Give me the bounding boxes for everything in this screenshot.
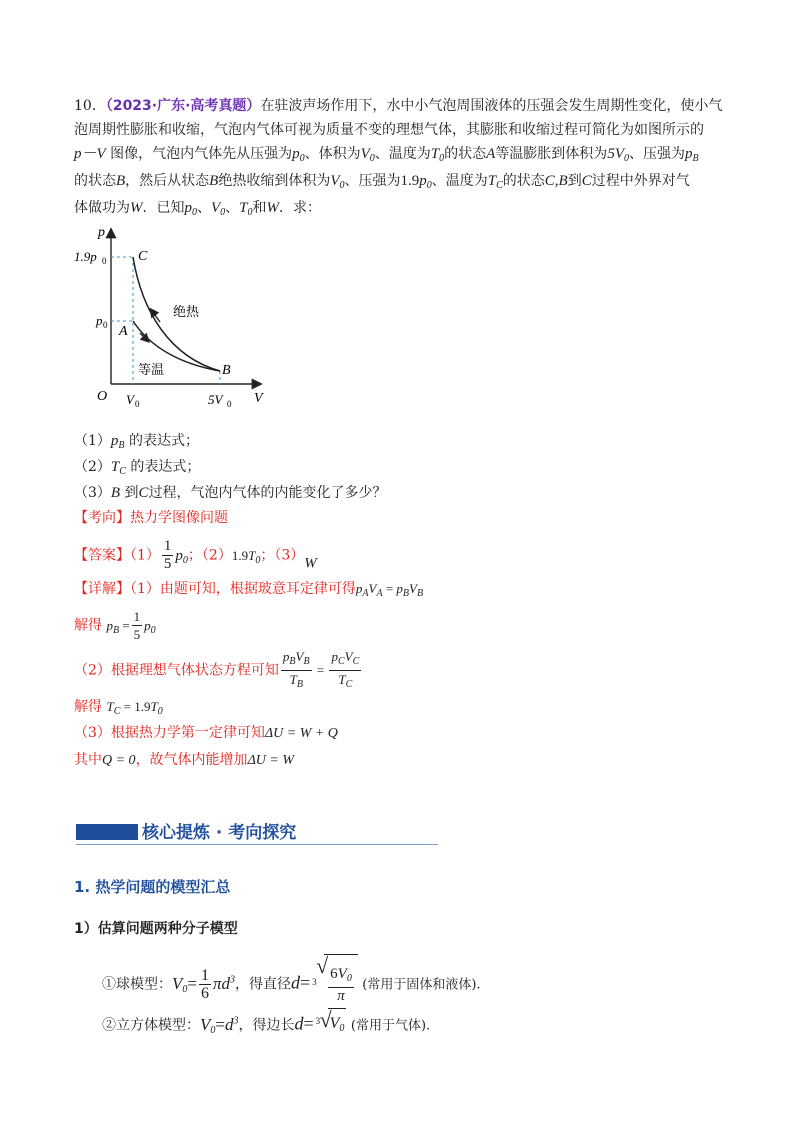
first-law-equation: ΔU = W + Q	[264, 726, 338, 741]
math-p0: $p_0$	[144, 617, 156, 636]
tick-subscript: 0	[103, 320, 108, 330]
edge-root	[314, 1008, 347, 1044]
point-c-label: C	[138, 249, 148, 264]
x-tick-2-label	[208, 392, 232, 409]
diameter-equation: d=	[291, 972, 311, 993]
solve-1-equation: $p_B$ =	[106, 617, 130, 636]
frac-den: 5	[163, 556, 172, 572]
state-cb: C,B	[544, 173, 568, 189]
root-index: 3	[312, 977, 317, 988]
question-number: （2）	[74, 459, 111, 475]
text-fragment: 、温度为	[374, 146, 431, 162]
question-text: 的表达式；	[128, 433, 199, 449]
problem-line-3	[74, 143, 699, 170]
frac-den: 6	[200, 985, 209, 1003]
section-subheading: 1）估算问题两种分子模型	[74, 921, 238, 937]
text-fragment: ．求：	[279, 200, 322, 216]
text-fragment: 绝热收缩到体积为	[218, 173, 331, 189]
math-tc: $T_C$	[110, 459, 126, 477]
math-w: W	[266, 200, 280, 216]
solve-line-2	[74, 696, 163, 723]
model-label: ①球模型：	[102, 976, 172, 993]
detail-text: （1）由题可知，根据玻意耳定律可得	[130, 581, 356, 597]
problem-line-2	[74, 119, 704, 141]
text-fragment: 、温度为	[431, 173, 488, 189]
frac-num: $6V_0$	[328, 966, 354, 988]
text-fragment: 的状态	[74, 173, 116, 189]
state-c: C	[138, 485, 149, 501]
root-radicand: $V_0$	[328, 1008, 347, 1044]
sphere-model-line	[102, 950, 481, 1010]
question-text: 到	[124, 485, 139, 501]
frac-num: 1	[163, 538, 172, 554]
point-a-label: A	[119, 324, 128, 339]
boyle-equation: $p_AV_A = p_BV_B$	[355, 581, 424, 599]
value-text: 1.9	[231, 547, 249, 563]
pv-label: p－V	[74, 146, 106, 162]
model-text: ，得边长	[238, 1017, 295, 1034]
math-19p0: $1.9p_0$	[400, 173, 432, 191]
text-fragment: 、体积为	[304, 146, 361, 162]
problem-line-1	[74, 95, 722, 117]
tick-text: 1.9p	[74, 249, 97, 264]
detail-text: 其中	[74, 752, 102, 768]
du-equation: ΔU = W	[247, 753, 294, 768]
math-t0: $T_0$	[239, 200, 253, 218]
state-eq-right	[329, 648, 361, 693]
sphere-fraction	[199, 967, 211, 1002]
tick-text: V	[126, 392, 134, 407]
solve-text: 解得	[74, 617, 102, 634]
sphere-pid3: $\pi d^3$	[212, 973, 236, 993]
question-2	[74, 456, 200, 483]
text-fragment: 和	[252, 200, 267, 216]
y-axis-label: p	[98, 225, 105, 240]
detail-line-3	[74, 722, 338, 745]
cube-model-line	[102, 1006, 430, 1046]
tick-subscript: 0	[102, 256, 107, 266]
coefficient: 6	[330, 966, 338, 983]
frac-num: 1	[133, 609, 141, 624]
problem-number: 10．	[74, 98, 106, 114]
origin-label: O	[97, 389, 108, 404]
frac-den: $T_C$	[338, 672, 353, 690]
question-text: 过程，气泡内气体的内能变化了多少？	[148, 485, 387, 501]
root-sign: √	[316, 953, 329, 979]
detail-text: （2）根据理想气体状态方程可知	[74, 662, 279, 679]
x-axis-label: V	[254, 391, 263, 406]
tick-text: p	[96, 313, 103, 328]
root-fraction	[328, 966, 354, 1005]
problem-text-1: 在驻波声场作用下，水中小气泡周围液体的压强会发生周期性变化，使小气	[260, 98, 723, 114]
state-b: B	[209, 173, 219, 189]
answer-part: （1）	[130, 547, 160, 564]
math-5v0: $5V_0$	[607, 146, 629, 164]
text-fragment: 1.9	[400, 173, 420, 189]
answer-part: ；（3）	[260, 547, 305, 564]
text-fragment: 、压强为	[344, 173, 401, 189]
question-3	[74, 482, 387, 504]
solve-2-equation: $T_C = 1.9T_0$	[106, 699, 163, 717]
banner-title: 核心提炼 · 考向探究	[142, 823, 297, 843]
question-1	[74, 430, 199, 457]
text-fragment: 的状态	[502, 173, 545, 189]
pv-diagram	[70, 222, 270, 417]
answer-part: ；（2）	[187, 547, 232, 564]
edge-equation: d=	[294, 1013, 314, 1034]
frac-num: 1	[200, 967, 209, 985]
math-v0: $V_0$	[211, 200, 226, 218]
frac-den: π	[337, 988, 345, 1005]
math-p0: $p_0$	[184, 200, 197, 218]
answer-2-value: $1.9T_0$	[231, 547, 261, 566]
state-a: A	[486, 146, 496, 162]
detail-line-2	[74, 648, 363, 693]
solve-text: 解得	[74, 699, 102, 715]
text-fragment: 5V	[607, 146, 624, 162]
isothermal-label: 等温	[138, 363, 165, 378]
state-c: C	[581, 173, 592, 189]
state-b: B	[116, 173, 126, 189]
text-fragment: 、压强为	[628, 146, 685, 162]
y-tick-2-label	[95, 313, 108, 330]
detail-line-1	[74, 578, 423, 605]
answer-line	[74, 538, 317, 579]
math-tc: $T_C$	[487, 173, 503, 191]
text-fragment: ，然后从状态	[125, 173, 210, 189]
tick-subscript: 0	[227, 399, 232, 409]
problem-text-2: 泡周期性膨胀和收缩，气泡内气体可视为质量不变的理想气体，其膨胀和收缩过程可简化为如图所示的	[74, 122, 704, 138]
answer-label: 【答案】	[74, 547, 130, 564]
text-fragment: 到	[567, 173, 582, 189]
kaoxiang-line	[74, 507, 228, 529]
root-index: 3	[315, 1015, 321, 1026]
kaoxiang-text: 【考向】热力学图像问题	[74, 510, 228, 526]
text-fragment: 的状态	[444, 146, 487, 162]
detail-label: 【详解】	[74, 581, 130, 597]
value-text: = 1.9	[123, 699, 151, 714]
frac-num: $p_CV_C$	[329, 648, 361, 671]
math-p0: $p_0$	[292, 146, 305, 164]
frac-den: 5	[133, 627, 141, 642]
banner-rule	[76, 844, 438, 845]
cube-equation: $V_0=d^3$	[200, 1014, 239, 1036]
math-v0: $V_0$	[330, 173, 345, 191]
text-fragment: ．已知	[142, 200, 185, 216]
detail-line-4	[74, 749, 294, 772]
section-banner	[76, 820, 438, 846]
model-text: ，得直径	[235, 976, 292, 993]
equals-sign: =	[313, 662, 328, 678]
text-fragment: 、	[225, 200, 240, 216]
tick-subscript: 0	[135, 399, 140, 409]
banner-bar	[76, 824, 138, 840]
math-pb: $p_B$	[110, 433, 125, 451]
problem-line-4	[74, 170, 690, 197]
math-t0: $T_0$	[430, 146, 445, 164]
frac-den: $T_B$	[289, 672, 303, 690]
detail-text: （3）根据热力学第一定律可知	[74, 725, 265, 741]
text-fragment: 过程中外界对气	[591, 173, 690, 189]
text-fragment: 、	[197, 200, 211, 216]
question-number: （1）	[74, 433, 111, 449]
text-fragment: 体做功为	[74, 200, 130, 216]
math-pb: $p_B$	[684, 146, 699, 164]
point-b-label: B	[222, 363, 231, 378]
detail-text: ，故气体内能增加	[135, 752, 248, 768]
root-sign: √	[319, 1006, 332, 1032]
text-fragment: 图像，气泡内气体先从压强为	[110, 146, 293, 162]
model-label: ②立方体模型：	[102, 1017, 200, 1034]
answer-1-fraction	[162, 538, 174, 573]
state-b: B	[110, 485, 121, 501]
sphere-equation: $V_0=$	[172, 973, 197, 995]
model-note: (常用于固体和液体).	[362, 977, 481, 993]
math-w: W	[130, 200, 143, 216]
adiabatic-label: 绝热	[173, 305, 200, 320]
model-note: (常用于气体).	[350, 1018, 431, 1034]
question-text: 的表达式；	[130, 459, 201, 475]
y-tick-1-label	[74, 249, 107, 266]
problem-line-5	[74, 197, 321, 224]
state-eq-left	[281, 648, 312, 693]
tick-text: 5V	[208, 392, 223, 407]
source-tag: （2023·广东·高考真题）	[105, 98, 261, 114]
text-fragment: 等温膨胀到体积为	[495, 146, 608, 162]
math-v0: $V_0$	[360, 146, 375, 164]
section-heading: 1. 热学问题的模型汇总	[74, 878, 231, 896]
q-equation: Q = 0	[102, 753, 136, 768]
question-number: （3）	[74, 485, 111, 501]
solve-1-fraction	[132, 608, 143, 643]
math-p0: $p_0$	[175, 547, 188, 566]
answer-3-value: W	[304, 555, 317, 572]
solve-line-1	[74, 608, 156, 647]
frac-num: $p_BV_B$	[281, 648, 312, 671]
x-tick-1-label	[126, 392, 140, 409]
